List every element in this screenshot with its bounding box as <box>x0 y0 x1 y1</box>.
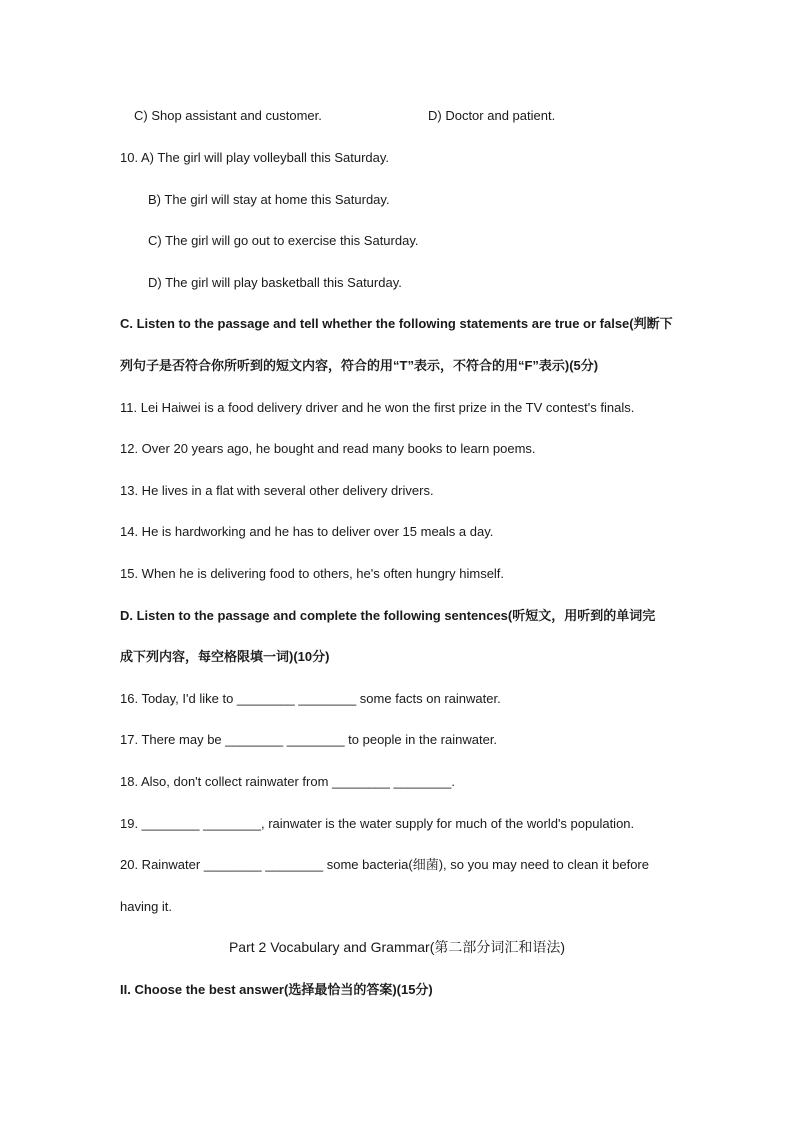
q10-option-b: B) The girl will stay at home this Saturday. <box>148 192 390 207</box>
question-20-line1: 20. Rainwater ________ ________ some bacteria(细菌), so you may need to clean it before <box>120 857 649 872</box>
question-16: 16. Today, I'd like to ________ ________ some facts on rainwater. <box>120 691 501 706</box>
section-c-heading-line1: C. Listen to the passage and tell whether the following statements are true or false(判断下 <box>120 316 673 331</box>
question-13: 13. He lives in a flat with several other delivery drivers. <box>120 483 434 498</box>
question-14: 14. He is hardworking and he has to deliver over 15 meals a day. <box>120 524 494 539</box>
section-d-heading-line2: 成下列内容，每空格限填一词)(10分) <box>120 649 330 664</box>
question-17: 17. There may be ________ ________ to people in the rainwater. <box>120 732 498 747</box>
question-15: 15. When he is delivering food to others, he's often hungry himself. <box>120 566 505 581</box>
question-20-line2: having it. <box>120 899 173 914</box>
question-12: 12. Over 20 years ago, he bought and read many books to learn poems. <box>120 441 536 456</box>
section-d-heading-line1: D. Listen to the passage and complete the following sentences(听短文，用听到的单词完 <box>120 608 656 623</box>
q9-option-c: C) Shop assistant and customer. <box>134 108 322 123</box>
section-c-heading-line2: 列句子是否符合你所听到的短文内容，符合的用“T”表示，不符合的用“F”表示)(5分) <box>120 358 599 373</box>
part-2-title: Part 2 Vocabulary and Grammar(第二部分词汇和语法) <box>228 939 566 955</box>
question-19: 19. ________ ________, rainwater is the water supply for much of the world's population. <box>120 816 635 831</box>
section-ii-heading: II. Choose the best answer(选择最恰当的答案)(15分) <box>120 982 433 997</box>
question-18: 18. Also, don't collect rainwater from ________ ________. <box>120 774 455 789</box>
q10-option-d: D) The girl will play basketball this Saturday. <box>148 275 402 290</box>
q10-option-c: C) The girl will go out to exercise this Saturday. <box>148 233 419 248</box>
question-11: 11. Lei Haiwei is a food delivery driver and he won the first prize in the TV contest's finals. <box>120 400 635 415</box>
q9-option-d: D) Doctor and patient. <box>428 108 556 123</box>
q10-option-a: 10. A) The girl will play volleyball this Saturday. <box>120 150 390 165</box>
